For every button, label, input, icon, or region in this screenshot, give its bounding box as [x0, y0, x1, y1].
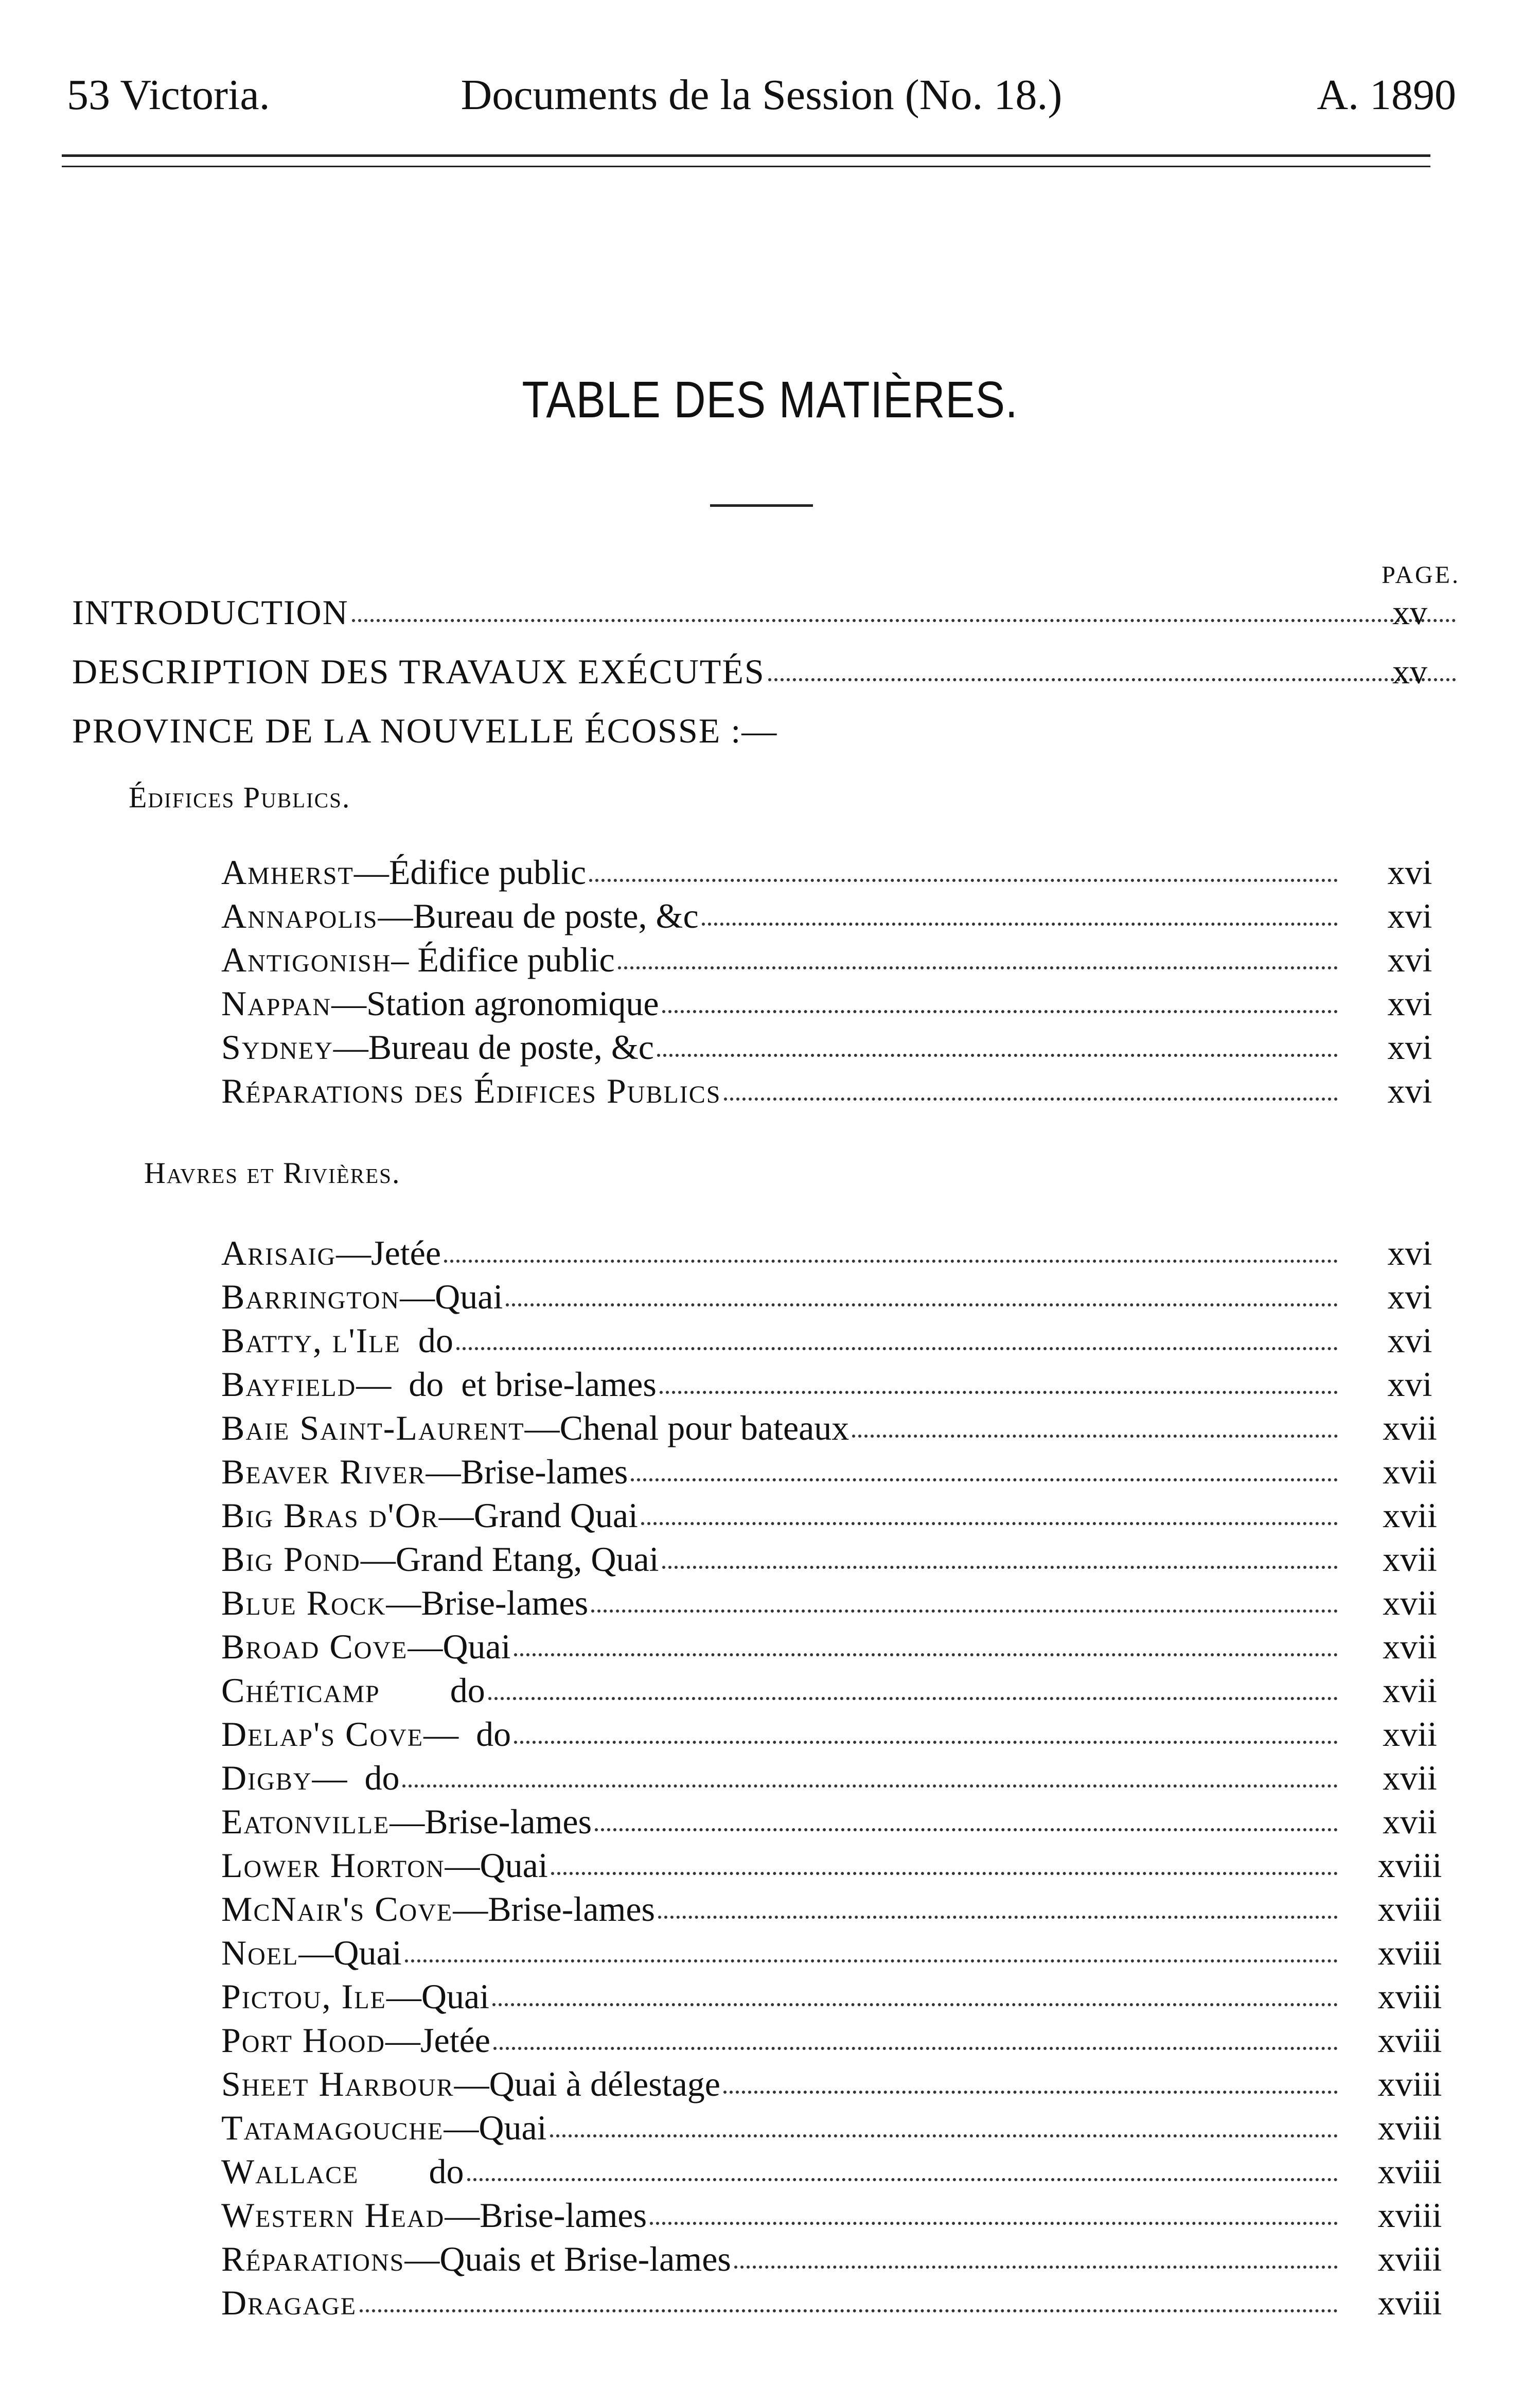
toc-entry-place: Amherst	[221, 853, 354, 892]
toc-entry-page: xv	[1392, 652, 1427, 691]
dot-leader	[734, 2261, 1338, 2269]
toc-entry-place: Big Bras d'Or	[221, 1496, 439, 1535]
toc-entry-description: —Quai	[408, 1627, 511, 1666]
toc-entry-label	[221, 2195, 647, 2236]
toc-entry-page: xviii	[1377, 2196, 1442, 2235]
toc-entry-description: —Jetée	[336, 1233, 441, 1272]
dot-leader	[360, 2305, 1338, 2312]
toc-entry-page: xvii	[1383, 1627, 1437, 1666]
toc-entry-page: xvi	[1387, 1028, 1432, 1067]
toc-entry-label	[221, 1801, 592, 1842]
toc-entry-description: —Brise-lames	[453, 1889, 655, 1929]
toc-entry	[221, 1670, 1461, 1711]
dot-leader	[631, 1474, 1338, 1481]
toc-entry-page: xviii	[1377, 1977, 1442, 2016]
dot-leader	[402, 1780, 1338, 1788]
toc-entry	[221, 2020, 1461, 2061]
toc-entry-description: —Quais et Brise-lames	[404, 2239, 731, 2278]
toc-entry	[221, 1495, 1461, 1536]
toc-entry-label: PROVINCE DE LA NOUVELLE ÉCOSSE :—	[72, 711, 778, 750]
toc-entry-page: xviii	[1377, 2108, 1442, 2147]
toc-entry-description: —Grand Quai	[438, 1496, 638, 1535]
toc-entry	[221, 1845, 1461, 1886]
toc-entry-description: —Bureau de poste, &c	[333, 1028, 654, 1067]
dot-leader	[618, 962, 1338, 969]
dot-leader	[551, 1868, 1338, 1875]
toc-entry-page: xvi	[1387, 1365, 1432, 1404]
header-volume: 53 Victoria.	[67, 71, 270, 119]
toc-entry-page: xvi	[1387, 984, 1432, 1023]
toc-entry-description: —Quai	[445, 1846, 548, 1885]
toc-entry-label	[221, 1932, 402, 1973]
toc-entry	[221, 1276, 1461, 1317]
toc-entry-place: Pictou, Ile	[221, 1977, 386, 2016]
toc-entry-page: xviii	[1377, 1846, 1442, 1885]
toc-entry-place: Réparations	[221, 2239, 405, 2278]
toc-entry-description: —Brise-lames	[386, 1583, 589, 1622]
toc-entry-page: xvii	[1383, 1496, 1437, 1535]
toc-entry	[72, 592, 1461, 633]
toc-entry-page: xviii	[1377, 1889, 1442, 1929]
toc-entry	[221, 2107, 1461, 2148]
toc-entry-place: Delap's Cove	[221, 1714, 424, 1754]
toc-entry	[221, 939, 1461, 980]
toc-entry-label	[221, 895, 699, 936]
dot-leader	[662, 1562, 1338, 1569]
dot-leader	[641, 1518, 1338, 1525]
toc-entry-description: —Brise-lames	[390, 1802, 592, 1841]
toc-entry-place: Arisaig	[221, 1233, 337, 1272]
toc-entry-page: xvi	[1387, 1321, 1432, 1360]
dot-leader	[492, 1999, 1338, 2006]
dot-leader	[724, 1093, 1338, 1101]
toc-entry-page: xvii	[1383, 1714, 1437, 1754]
toc-entry	[221, 1801, 1461, 1842]
toc-entry	[221, 1757, 1461, 1798]
toc-entry	[221, 1407, 1461, 1448]
toc-entry-place: Bayfield	[221, 1365, 357, 1404]
dot-leader	[493, 2043, 1338, 2050]
toc-entry-place: McNair's Cove	[221, 1889, 453, 1929]
toc-entry-page: xv	[1392, 593, 1427, 632]
toc-entry-page: xvii	[1383, 1408, 1437, 1447]
dot-leader	[514, 1649, 1338, 1656]
toc-entry-label	[221, 1232, 441, 1274]
toc-entry-page: xviii	[1377, 2064, 1442, 2103]
toc-entry-label	[221, 1070, 721, 1111]
toc-entry-place: Nappan	[221, 984, 332, 1023]
toc-entry	[221, 1451, 1461, 1492]
toc-entry-label	[221, 983, 659, 1024]
toc-entry-description: —Quai	[386, 1977, 490, 2016]
toc-entry-label	[221, 2063, 720, 2105]
toc-entry-place: Broad Cove	[221, 1627, 408, 1666]
header-rule-thin	[62, 166, 1430, 167]
toc-entry-description: — do	[312, 1758, 400, 1797]
toc-entry	[221, 2195, 1461, 2236]
toc-entry	[221, 1027, 1461, 1068]
toc-entry	[221, 895, 1461, 936]
toc-entry-description: – Édifice public	[391, 940, 615, 979]
toc-entry-label	[221, 1276, 503, 1317]
toc-entry-label	[221, 1626, 511, 1667]
toc-entry	[221, 1932, 1461, 1973]
toc-entry-place: Lower Horton	[221, 1846, 445, 1885]
toc-entry-label	[221, 2282, 357, 2323]
toc-entry-label	[221, 1320, 453, 1361]
header-year: A. 1890	[1317, 71, 1456, 119]
section-heading: Havres et Rivières.	[144, 1156, 401, 1190]
toc-entry-label	[221, 2107, 547, 2148]
toc-entry	[221, 1976, 1461, 2017]
toc-entry-label	[221, 1539, 659, 1580]
running-header	[67, 67, 1456, 123]
toc-entry-place: Batty, l'Ile	[221, 1321, 401, 1360]
toc-entry-description: —Quai	[298, 1933, 402, 1972]
toc-entry-description: —Chenal pour bateaux	[524, 1408, 849, 1447]
toc-entry-page: xvii	[1383, 1583, 1437, 1622]
toc-entry-page: xviii	[1377, 2283, 1442, 2322]
toc-entry-place: Digby	[221, 1758, 312, 1797]
section-heading: Édifices Publics.	[129, 781, 351, 814]
dot-leader	[662, 1006, 1338, 1013]
toc-entry-place: Antigonish	[221, 940, 392, 979]
toc-entry-place: Big Pond	[221, 1540, 361, 1579]
toc-entry	[221, 1626, 1461, 1667]
toc-entry-label	[221, 1451, 628, 1492]
toc-entry-description: —Quai	[444, 2108, 547, 2147]
toc-entry-description: — do	[423, 1714, 511, 1754]
toc-entry-page: xvi	[1387, 1071, 1432, 1110]
toc-entry-page: xvi	[1387, 1233, 1432, 1272]
toc-entry-description: —Édifice public	[353, 853, 587, 892]
toc-entry	[221, 2282, 1461, 2323]
dot-leader	[660, 1387, 1338, 1394]
page-column-label: PAGE.	[1382, 561, 1460, 589]
dot-leader	[550, 2130, 1338, 2137]
toc-entry-place: Chéticamp	[221, 1671, 380, 1710]
toc-entry	[72, 651, 1461, 692]
toc-entry	[221, 2063, 1461, 2105]
toc-entry-label	[221, 1845, 548, 1886]
dot-leader	[650, 2218, 1338, 2225]
toc-entry-label	[221, 1976, 489, 2017]
header-rule	[62, 154, 1430, 157]
toc-entry	[221, 983, 1461, 1024]
toc-entry-description: — do et brise-lames	[356, 1365, 657, 1404]
toc-entry	[72, 710, 777, 751]
toc-entry-place: Dragage	[221, 2283, 357, 2322]
toc-entry-description: —Quai	[400, 1277, 503, 1316]
toc-entry-page: xvi	[1387, 1277, 1432, 1316]
toc-entry	[221, 1364, 1461, 1405]
dot-leader	[657, 1050, 1338, 1057]
dot-leader	[702, 918, 1338, 926]
toc-entry-label	[221, 1670, 485, 1711]
toc-entry-page: xvii	[1383, 1540, 1437, 1579]
toc-entry-place: Blue Rock	[221, 1583, 386, 1622]
toc-entry-place: Sydney	[221, 1028, 333, 1067]
toc-entry	[221, 1320, 1461, 1361]
toc-entry-place: Barrington	[221, 1277, 400, 1316]
dot-leader	[589, 875, 1338, 882]
toc-entry-label	[221, 1888, 655, 1930]
toc-entry-label	[221, 1757, 399, 1798]
toc-entry	[221, 2238, 1461, 2279]
toc-entry	[221, 852, 1461, 893]
toc-entry	[221, 1888, 1461, 1930]
toc-entry-page: xvi	[1387, 940, 1432, 979]
toc-entry-label	[221, 1582, 588, 1623]
toc-entry-place: Port Hood	[221, 2021, 386, 2060]
toc-entry-page: xviii	[1377, 2152, 1442, 2191]
toc-entry-label: INTRODUCTION	[72, 593, 349, 632]
toc-entry-page: xvi	[1387, 853, 1432, 892]
toc-entry-label	[221, 939, 615, 980]
toc-entry-label	[221, 2238, 731, 2279]
toc-entry-label	[221, 1407, 849, 1448]
toc-entry-label	[221, 1027, 654, 1068]
toc-entry-page: xviii	[1377, 1933, 1442, 1972]
toc-entry-place: Baie Saint-Laurent	[221, 1408, 525, 1447]
toc-entry	[221, 1232, 1461, 1274]
toc-entry-page: xvii	[1383, 1802, 1437, 1841]
title-divider	[710, 504, 813, 507]
toc-entry-page: xvii	[1383, 1452, 1437, 1491]
toc-entry-description: —Brise-lames	[445, 2196, 647, 2235]
toc-entry-place: Tatamagouche	[221, 2108, 444, 2147]
toc-entry-page: xviii	[1377, 2021, 1442, 2060]
toc-entry-label	[221, 1713, 511, 1755]
toc-entry-place: Beaver River	[221, 1452, 426, 1491]
toc-entry-place: Eatonville	[221, 1802, 390, 1841]
dot-leader	[768, 674, 1456, 681]
toc-entry-page: xvi	[1387, 896, 1432, 935]
dot-leader	[405, 1955, 1338, 1962]
dot-leader	[444, 1255, 1338, 1263]
toc-entry-label	[221, 1495, 638, 1536]
toc-entry	[221, 2151, 1461, 2192]
toc-entry-description: —Quai à délestage	[454, 2064, 720, 2103]
dot-leader	[467, 2174, 1338, 2181]
toc-entry	[221, 1070, 1461, 1111]
toc-entry-place: Réparations des Édifices Publics	[221, 1071, 721, 1110]
toc-entry-place: Annapolis	[221, 896, 378, 935]
dot-leader	[456, 1343, 1338, 1350]
dot-leader	[658, 1912, 1338, 1919]
toc-entry-page: xvii	[1383, 1671, 1437, 1710]
toc-entry-page: xvii	[1383, 1758, 1437, 1797]
toc-entry-place: Noel	[221, 1933, 299, 1972]
toc-entry-label	[221, 2151, 464, 2192]
toc-entry-description: —Brise-lames	[426, 1452, 628, 1491]
toc-entry-place: Sheet Harbour	[221, 2064, 454, 2103]
toc-entry-label	[221, 852, 586, 893]
toc-entry-description: —Bureau de poste, &c	[378, 896, 699, 935]
toc-entry-place: Wallace	[221, 2152, 359, 2191]
dot-leader	[595, 1824, 1338, 1831]
toc-entry-description: do	[400, 1321, 453, 1360]
toc-entry-label	[221, 1364, 657, 1405]
dot-leader	[852, 1430, 1338, 1438]
dot-leader	[488, 1693, 1338, 1700]
toc-entry-description: —Jetée	[385, 2021, 490, 2060]
dot-leader	[506, 1299, 1338, 1306]
header-title: Documents de la Session (No. 18.)	[461, 71, 1063, 119]
dot-leader	[591, 1605, 1338, 1613]
toc-entry	[221, 1713, 1461, 1755]
dot-leader	[723, 2086, 1338, 2094]
toc-entry-description: do	[380, 1671, 485, 1710]
page-title: TABLE DES MATIÈRES.	[522, 371, 1018, 429]
dot-leader	[514, 1737, 1338, 1744]
toc-entry-page: xviii	[1377, 2239, 1442, 2278]
toc-entry-description: do	[359, 2152, 464, 2191]
toc-entry-place: Western Head	[221, 2196, 445, 2235]
toc-entry	[221, 1539, 1461, 1580]
toc-entry-description: —Station agronomique	[331, 984, 659, 1023]
toc-entry-label	[221, 2020, 490, 2061]
toc-entry	[221, 1582, 1461, 1623]
dot-leader	[352, 615, 1456, 622]
toc-entry-description: —Grand Etang, Quai	[360, 1540, 659, 1579]
toc-entry-label: DESCRIPTION DES TRAVAUX EXÉCUTÉS	[72, 652, 765, 691]
